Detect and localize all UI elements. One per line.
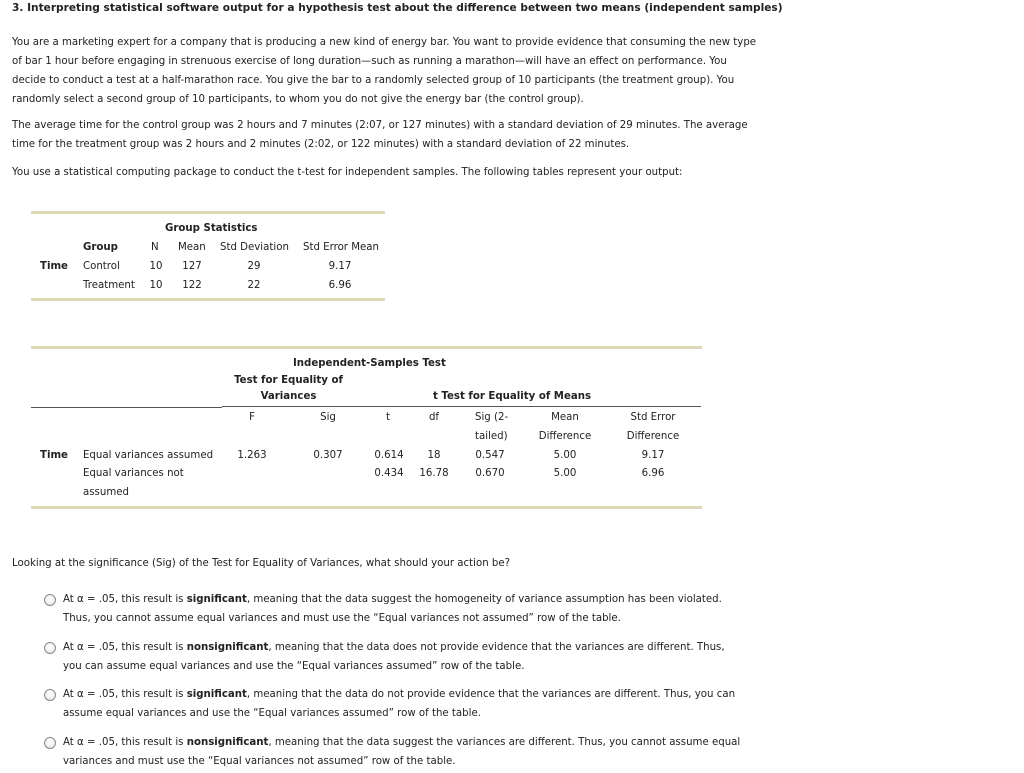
cell-std-deviation: 22 <box>247 280 261 291</box>
cell-std-error-mean: 6.96 <box>328 280 352 291</box>
option-text: At α = .05, this result is significant, meaning that the data do not provide evidence that the variances are different. Thus, you can assume equal variances and use the “Equal variances assumed” row of the table. <box>63 689 736 719</box>
cell-std-err-diff: 6.96 <box>641 468 665 479</box>
cell-std-err-diff: 9.17 <box>641 450 665 461</box>
cell-sig: 0.307 <box>313 450 343 461</box>
radio-button[interactable] <box>44 594 56 606</box>
levene-header-line2: Variances <box>260 391 317 402</box>
header-mean: Mean <box>178 242 206 253</box>
cell-group: Control <box>83 261 120 272</box>
cell-f: 1.263 <box>237 450 267 461</box>
option-text: At α = .05, this result is nonsignificant, meaning that the data does not provide evidence that the variances are different. Thus, you can assume equal variances and use the “Equal variances assumed” row of the table. <box>63 642 725 672</box>
header-group: Group <box>83 242 118 253</box>
prompt-question: Looking at the significance (Sig) of the Test for Equality of Variances, what should your action be? <box>12 558 511 569</box>
group-stats-title: Group Statistics <box>165 223 258 234</box>
option-text: At α = .05, this result is nonsignificant, meaning that the data suggest the variances are different. Thus, you cannot assume equal variances and must use the “Equal variances not assumed” row of the table. <box>63 737 741 767</box>
cell-std-error-mean: 9.17 <box>328 261 352 272</box>
radio-button[interactable] <box>44 689 56 701</box>
header-f: F <box>249 412 255 423</box>
question-title: 3. Interpreting statistical software output for a hypothesis test about the difference between two means (independent samples) <box>12 2 783 14</box>
levene-header-line1: Test for Equality of <box>234 375 343 386</box>
cell-mean: 122 <box>182 280 202 291</box>
table-bottom-rule <box>31 506 702 509</box>
radio-button[interactable] <box>44 737 56 749</box>
cell-n: 10 <box>149 261 163 272</box>
cell-sig2: 0.670 <box>475 468 505 479</box>
cell-mean-diff: 5.00 <box>553 450 577 461</box>
cell-t: 0.614 <box>374 450 404 461</box>
data-paragraph: The average time for the control group was 2 hours and 7 minutes (2:07, or 127 minutes) with a standard deviation of 29 minutes. The average time for the treatment group was 2 hours and 2 minutes (2:02, or 122 minutes) with a standard deviation of 22 minutes. <box>12 120 748 150</box>
header-std-error-mean: Std Error Mean <box>303 242 379 253</box>
radio-button[interactable] <box>44 642 56 654</box>
header-mean-diff-line2: Difference <box>538 431 592 442</box>
header-std-err-diff-line1: Std Error <box>630 412 676 423</box>
ttest-header: t Test for Equality of Means <box>433 391 592 402</box>
header-sig: Sig <box>320 412 336 423</box>
header-n: N <box>151 242 159 253</box>
header-std-deviation: Std Deviation <box>220 242 289 253</box>
row-label-time: Time <box>40 261 68 272</box>
scenario-paragraph: You are a marketing expert for a company that is producing a new kind of energy bar. You want to provide evidence that consuming the new type of bar 1 hour before engaging in strenuous exercise of long duration—such as running a marathon—will have an effect on performance. You decide to conduct a test at a half-marathon race. You give the bar to a randomly selected group of 10 participants (the treatment group). You randomly select a second group of 10 participants, to whom you do not give the energy bar (the control group). <box>12 37 757 105</box>
row-equal-variances-not-assumed-line1: Equal variances not <box>83 468 184 479</box>
header-t: t <box>386 412 390 423</box>
row-equal-variances-assumed: Equal variances assumed <box>83 450 214 461</box>
cell-df: 16.78 <box>419 468 449 479</box>
cell-n: 10 <box>149 280 163 291</box>
cell-mean: 127 <box>182 261 202 272</box>
table-top-rule <box>31 211 385 214</box>
header-sig2-line2: tailed) <box>475 431 508 442</box>
cell-group: Treatment <box>83 280 135 291</box>
cell-df: 18 <box>427 450 441 461</box>
cell-t: 0.434 <box>374 468 404 479</box>
cell-sig2: 0.547 <box>475 450 505 461</box>
cell-std-deviation: 29 <box>247 261 261 272</box>
table-bottom-rule <box>31 298 385 301</box>
table-top-rule <box>31 346 702 349</box>
cell-mean-diff: 5.00 <box>553 468 577 479</box>
row-equal-variances-not-assumed-line2: assumed <box>83 487 129 498</box>
instruction-paragraph: You use a statistical computing package to conduct the t-test for independent samples. The following tables represent your output: <box>12 167 683 178</box>
option-text: At α = .05, this result is significant, meaning that the data suggest the homogeneity of variance assumption has been violated. Thus, you cannot assume equal variances and must use the “Equal variances not assumed” row of the table. <box>63 594 722 624</box>
ind-test-title: Independent-Samples Test <box>293 358 446 369</box>
row-label-time: Time <box>40 450 68 461</box>
ttest-underline <box>360 406 701 407</box>
header-std-err-diff-line2: Difference <box>626 431 680 442</box>
table-header-rule <box>31 407 222 408</box>
header-mean-diff-line1: Mean <box>551 412 579 423</box>
header-df: df <box>428 412 440 423</box>
header-sig2-line1: Sig (2- <box>475 412 509 423</box>
levene-underline <box>222 406 360 407</box>
